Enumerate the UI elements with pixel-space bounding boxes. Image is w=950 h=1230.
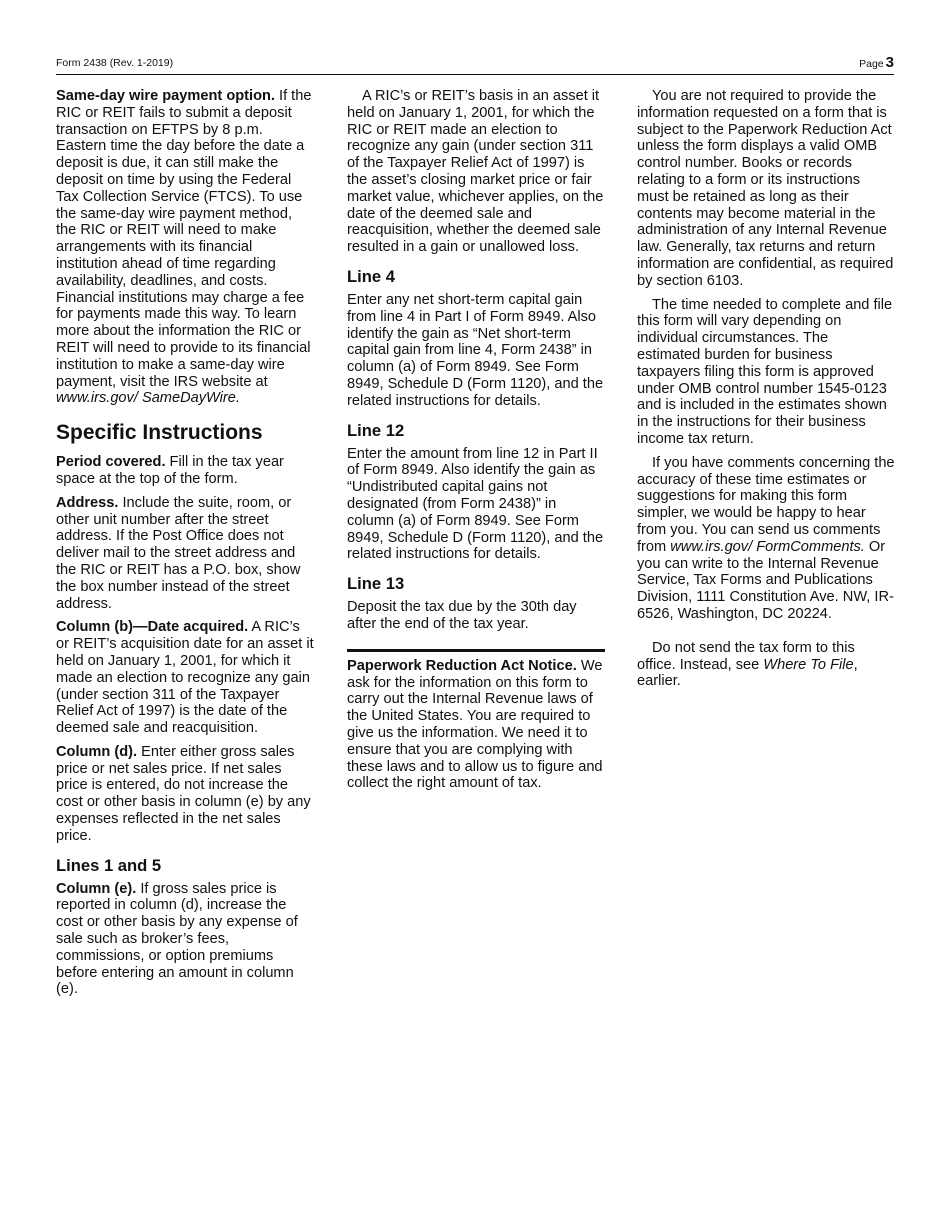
do-not-send-text-b: , earlier. (637, 656, 858, 690)
line-4-body: Enter any net short-term capital gain from line 4 in Part I of Form 8949. Also identify the gain as “Net short-term capital gain from line 4, Form 2438” in column (a) of Form 8949. See Form 8949, Schedule D (Form 1120), and the related instructions for details. (347, 291, 604, 409)
page-header (56, 54, 894, 73)
sameday-body: If the RIC or REIT fails to submit a deposit transaction on EFTPS by 8 p.m. Eastern time the day before the date a deposit is due, it can still make the deposit on time by using the Federal Tax Collection Service (FTCS). To use the same-day wire payment method, the RIC or REIT will need to make arrangements with its financial institution ahead of time regarding availability, deadlines, and costs. Financial institutions may charge a fee for payments made this way. To learn more about the information the RIC or REIT will need to provide to its financial institution to make a same-day wire payment, visit the IRS website at (56, 88, 312, 390)
do-not-send-paragraph (637, 640, 895, 690)
burden-paragraph: The time needed to complete and file this form will vary depending on individual circumstances. The estimated burden for business taxpayers filing this form is approved under OMB control number 1545-0123 and is included in the estimates shown in the instructions for their business income tax return. (637, 296, 893, 447)
line-13-title: Line 13 (347, 574, 405, 594)
header-rule (56, 74, 894, 75)
period-paragraph (56, 454, 314, 488)
form-id: Form 2438 (Rev. 1-2019) (56, 57, 174, 69)
column-1 (56, 88, 314, 1005)
column-3 (637, 88, 895, 697)
column-d-paragraph (56, 744, 314, 845)
do-not-send-text-a: Do not send the tax form to this office. Instead, see (637, 639, 855, 673)
column-e-paragraph (56, 881, 314, 999)
line-12-body: Enter the amount from line 12 in Part II of Form 8949. Also identify the gain as “Undistributed capital gains not designated (from Form 2438)” in column (a) of Form 8949. See Form 8949, Schedule D (Form 1120), and the related instructions for details. (347, 445, 604, 563)
period-heading: Period covered. (56, 454, 166, 471)
paragraph-gap (637, 630, 895, 640)
page-number (859, 54, 894, 71)
where-to-file-ref: Where To File (763, 656, 854, 673)
comments-link[interactable]: www.irs.gov/ FormComments. (670, 538, 865, 555)
page-label: Page (859, 58, 884, 70)
address-heading: Address. (56, 494, 119, 511)
specific-instructions-title: Specific Instructions (56, 421, 263, 445)
basis-paragraph: A RIC’s or REIT’s basis in an asset it held on January 1, 2001, for which the RIC or REIT made an election to recognize any gain (under section 311 of the Taxpayer Relief Act of 1997) is the asset’s closing market price or fair market value, whichever applies, on the date of the deemed sale and reacquisition, whether the deemed sale resulted in a gain or unallowed loss. (347, 88, 604, 256)
column-b-body: A RIC’s or REIT’s acquisition date for an asset it held on January 1, 2001, for which it made an election to recognize any gain (under section 311 of the Taxpayer Relief Act of 1997) is the date of the deemed sale and reacquisition. (56, 619, 314, 737)
lines-1-5-title: Lines 1 and 5 (56, 855, 162, 875)
column-b-heading: Column (b)—Date acquired. (56, 619, 249, 636)
column-b-paragraph (56, 619, 314, 737)
address-body: Include the suite, room, or other unit number after the street address. If the Post Office does not deliver mail to the street address and the RIC or REIT has a P.O. box, show the box number instead of the street address. (56, 494, 301, 612)
sameday-link[interactable]: www.irs.gov/ SameDayWire. (56, 390, 240, 407)
column-d-heading: Column (d). (56, 743, 138, 760)
address-paragraph (56, 495, 314, 613)
line-12-title: Line 12 (347, 420, 405, 440)
column-2 (347, 88, 605, 799)
sameday-paragraph (56, 88, 314, 407)
pra-body: We ask for the information on this form to carry out the Internal Revenue laws of the United States. You are required to give us the information. We need it to ensure that you are complying with these laws and to allow us to figure and collect the right amount of tax. (347, 657, 603, 792)
comments-paragraph (637, 455, 895, 623)
pra-heading: Paperwork Reduction Act Notice. (347, 657, 577, 674)
page-number-value: 3 (885, 54, 894, 71)
pra-paragraph (347, 658, 605, 792)
line-4-title: Line 4 (347, 266, 395, 286)
comments-text-a: If you have comments concerning the accuracy of these time estimates or suggestions for making this form simpler, we would be happy to hear from you. You can send us comments from (637, 454, 895, 555)
line-13-body: Deposit the tax due by the 30th day after the end of the tax year. (347, 599, 577, 632)
comments-text-b: Or you can write to the Internal Revenue Service, Tax Forms and Publications Division, 1111 Constitution Ave. NW, IR-6526, Washington, DC 20224. (637, 538, 894, 622)
sameday-heading: Same-day wire payment option. (56, 88, 275, 104)
pra-divider (347, 649, 605, 652)
column-e-heading: Column (e). (56, 880, 137, 897)
column-d-body: Enter either gross sales price or net sales price. If net sales price is entered, do not increase the cost or other basis in column (e) by any expenses reflected in the net sales price. (56, 743, 311, 844)
period-body: Fill in the tax year space at the top of the form. (56, 454, 284, 487)
column-e-body: If gross sales price is reported in column (d), increase the cost or other basis by any expense of sale such as broker’s fees, commissions, or option premiums before entering an amount in column (e). (56, 880, 298, 998)
omb-paragraph: You are not required to provide the information requested on a form that is subject to the Paperwork Reduction Act unless the form displays a valid OMB control number. Books or records relating to a form or its instructions must be retained as long as their contents may become material in the administration of any Internal Revenue law. Generally, tax returns and return information are confidential, as required by section 6103. (637, 88, 894, 289)
